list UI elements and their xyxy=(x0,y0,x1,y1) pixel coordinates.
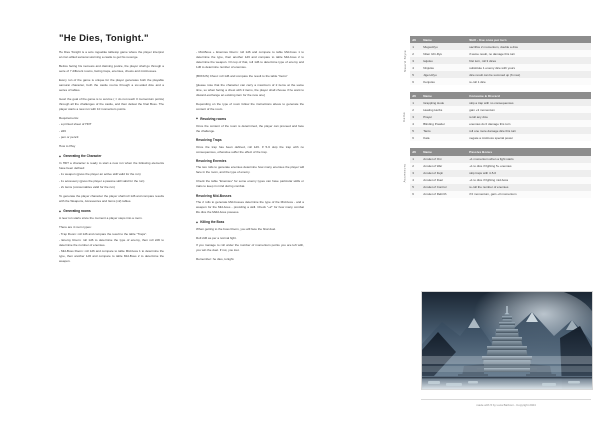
cell-name: Amulet of Control xyxy=(421,184,467,191)
column-header-dice: d6 xyxy=(410,148,421,155)
table-row xyxy=(410,57,591,64)
cell-name: Kata xyxy=(421,134,467,141)
column-header-name: Name xyxy=(421,36,467,43)
room-type-item: - Trap Room: roll 1d6 and compare the result to the table "Traps". xyxy=(59,231,148,236)
footer-prefix: made with xyxy=(476,403,491,407)
heading-generating-character: ◆ Generating the Character xyxy=(59,154,164,159)
cell-name: Amulet of Duel xyxy=(421,177,467,184)
gen-rooms-types-label: There are 4 room types: xyxy=(59,225,92,230)
cell-dice: 2 xyxy=(410,106,421,113)
cell-desc: substitute 1 enemy dice with yours xyxy=(467,64,591,71)
footer-suffix: by Luca Barboni - Copyright 2024 xyxy=(491,403,536,407)
vertical-label-accessory xyxy=(399,148,410,197)
table-header-row xyxy=(410,36,591,43)
gen-char-list-item: - 2x items (consumables valid for the run) xyxy=(59,184,115,189)
vertical-label-text: Items xyxy=(402,111,407,122)
table-row xyxy=(410,113,591,120)
cell-name: Grappling Hook xyxy=(421,99,467,106)
cell-desc: re-roll the number of enemies xyxy=(467,184,591,191)
cell-name: Iaijutsu xyxy=(421,57,467,64)
column-header-skill: Skill - Use once per turn xyxy=(467,36,591,43)
cell-desc: if same result, no damage this turn xyxy=(467,50,591,57)
vertical-label-items xyxy=(399,92,410,141)
resolving-enemies-text-2: Check the table "Enemies" for some enemy types can have particular skills or traits to keep in mind during combat. xyxy=(196,179,304,189)
item-carry-note: [please note that the character can carry a maximum of 2 items at the same time, so when facing a chest with 2 items, the player shall choose if he want to discard-exchange an existing item for the new one] xyxy=(196,82,304,97)
table-row xyxy=(410,99,591,106)
cell-dice: 2 xyxy=(410,163,421,170)
gen-char-outro: To generate the player character the player shall roll 1d6 and compare results with the Weapons, Accessories and Items (x2) tables. xyxy=(59,194,164,204)
bonus-chest-paragraph: (BONUS) Chest: roll 1d6 and compare the result to the table "Items" xyxy=(196,73,288,78)
cell-desc: +1 to dice if fighting 5+ enemies xyxy=(467,163,591,170)
cell-name: Mugai-Ryu xyxy=(421,43,467,50)
tables-panel xyxy=(399,36,591,205)
cell-dice: 4 xyxy=(410,177,421,184)
goal-paragraph: Goal: the goal of the game is to survive ( = do not reach 0 momentum points) through all the challenges of the castle, and then defeat the final Boss. The player starts a new run with 10 momentum points. xyxy=(59,97,164,111)
cell-name: Ninjutsu xyxy=(421,64,467,71)
page-title: "He Dies, Tonight." xyxy=(59,33,149,44)
cell-desc: roll one more damage dice this turn xyxy=(467,127,591,134)
left-text-column xyxy=(59,50,164,268)
room-type-item-continued: - Mid-Boss + Enemies Room: roll 1d6 and compare to table Mid-boss 1 to determine the type, then another 1d6 and compare to table Mid-boss 2 to determine the weapon. On top of that, roll 1d6 to determine type of enemy and 1d6 to determine number of enemies. xyxy=(196,50,304,69)
table-row xyxy=(410,156,591,163)
table-row xyxy=(410,163,591,170)
cell-desc: if 0 momentum, gain +3 momentum xyxy=(467,191,591,198)
cell-desc: reroll any dice xyxy=(467,113,591,120)
footer-divider xyxy=(421,399,591,400)
intro-paragraph-3: Every run of the game is unique for the player generates both the playable samurai character, both the castle rooms through a six-sided dice and a series of tables. xyxy=(59,78,164,92)
cell-dice: 6 xyxy=(410,78,421,85)
gen-char-intro: In HDT a character is ready to start a new run when the following elements have been defined: xyxy=(59,161,164,171)
cell-name: Amulet of War xyxy=(421,163,467,170)
sword-style-table xyxy=(410,36,591,85)
cell-desc: re-roll 1 dice xyxy=(467,78,591,85)
killing-text-3: If you manage to roll under the number of momentum points you are left with, you win the duel. If not, you lost. xyxy=(196,242,304,252)
cell-desc: dice result can be summed up (6 max) xyxy=(467,71,591,78)
killing-text-2: Roll 2d6 as per a normal fight. xyxy=(196,236,237,241)
cell-desc: skip a trap with no consequences xyxy=(467,99,591,106)
cell-name: Amulet of Fujin xyxy=(421,170,467,177)
cell-dice: 5 xyxy=(410,127,421,134)
heading-resolving-midbosses: Resolving Mid-Bosses xyxy=(196,193,232,198)
cell-desc: sacrifice 2 momentum, double a dice xyxy=(467,43,591,50)
table-row xyxy=(410,64,591,71)
heading-resolving-traps: Resolving Traps xyxy=(196,138,222,142)
cell-dice: 3 xyxy=(410,57,421,64)
cell-dice: 1 xyxy=(410,99,421,106)
cell-name: Tanto xyxy=(421,127,467,134)
accessory-table xyxy=(410,148,591,197)
cell-desc: +1 momentum when a fight starts xyxy=(467,156,591,163)
requirements-label: Requirements: xyxy=(59,115,79,120)
resolving-enemies-text-1: The two rolls to generate enemies determine how many enemies the player will face in the room, and the type of enemy. xyxy=(196,165,304,175)
gen-char-list-item: - 1x accessory (gives the player a passive skill valid for the run) xyxy=(59,178,145,183)
cell-name: Healing Herbs xyxy=(421,106,467,113)
heading-generating-rooms: ◆ Generating rooms xyxy=(59,209,164,214)
resolving-rooms-text: Once the content of the room is determined, the player can proceed and face the challenge. xyxy=(196,123,304,133)
cell-desc: gain +3 momentum xyxy=(467,106,591,113)
killing-text-4: Remember: he dies, tonight. xyxy=(196,256,235,261)
cell-dice: 5 xyxy=(410,71,421,78)
cell-dice: 3 xyxy=(410,170,421,177)
cell-dice: 3 xyxy=(410,113,421,120)
gen-rooms-intro: A new run starts since the moment a player steps into a room. xyxy=(59,216,143,221)
killing-text-1: When getting to the boss Room, you will face the final duel. xyxy=(196,227,276,232)
cell-name: Blinding Powder xyxy=(421,120,467,127)
heading-resolving-rooms: ◆ Resolving rooms xyxy=(196,117,304,122)
cell-name: Jigen-Ryu xyxy=(421,71,467,78)
cell-desc: first turn, roll 3 dices xyxy=(467,57,591,64)
resolving-traps-text: Once the trap has been defined, roll 1d6. If 5-6 skip the trap with no consequences, otherwise suffer the effect of the trap. xyxy=(196,144,304,154)
room-type-item: - Enemy Room: roll 1d6 to determine the type of enemy, then roll 2d6 to determine the number of enemies. xyxy=(59,237,164,247)
column-header-name: Name xyxy=(421,148,467,155)
cell-name: Amulet of Oni xyxy=(421,156,467,163)
table-row xyxy=(410,170,591,177)
gen-char-list-item: - 1x weapon (gives the player an active skill valid for the run) xyxy=(59,172,141,177)
table-row xyxy=(410,50,591,57)
cell-name: Kenjutsu xyxy=(421,78,467,85)
how-to-play-label: How to Play xyxy=(59,144,76,149)
cell-name: Prayer xyxy=(421,113,467,120)
cell-desc: negate a mid-boss special power xyxy=(467,134,591,141)
cell-name: Niten Ichi-Ryu xyxy=(421,50,467,57)
column-header-dice: d6 xyxy=(410,92,421,99)
column-header-dice: d6 xyxy=(410,36,421,43)
cell-dice: 6 xyxy=(410,134,421,141)
cell-dice: 1 xyxy=(410,156,421,163)
items-table xyxy=(410,92,591,141)
vertical-label-text: Accessory xyxy=(402,163,407,183)
intro-paragraph-1: He Dies Tonight is a solo roguelike tabletop game where the player interpret an iron willed samurai storming a castle to get his revenge. xyxy=(59,50,164,59)
cell-dice: 4 xyxy=(410,120,421,127)
requirement-item: - a printed sheet of HDT xyxy=(59,122,92,127)
table-row xyxy=(410,106,591,113)
table-row xyxy=(410,127,591,134)
middle-text-column xyxy=(196,50,304,266)
cell-dice: 5 xyxy=(410,184,421,191)
vertical-label-sword-style xyxy=(399,36,410,85)
table-header-row xyxy=(410,92,591,99)
table-row xyxy=(410,134,591,141)
cell-dice: 4 xyxy=(410,64,421,71)
cell-desc: +1 to dice if fighting mid-boss xyxy=(467,177,591,184)
table-row xyxy=(410,191,591,198)
heading-resolving-enemies: Resolving Enemies xyxy=(196,158,227,163)
table-block-sword-style xyxy=(399,36,591,85)
table-row xyxy=(410,78,591,85)
table-header-row xyxy=(410,148,591,155)
table-row xyxy=(410,120,591,127)
column-header-name: Name xyxy=(421,92,467,99)
depending-paragraph: Depending on the type of room follow the instructions above to generate the content of the room. xyxy=(196,101,304,111)
table-row xyxy=(410,43,591,50)
table-block-accessory xyxy=(399,148,591,197)
room-type-item: - Mid-Boss Room: roll 1d6 and compare to table Mid-boss 1 to determine the type, then another 1d6 and compare to table Mid-Boss 2 to determine the weapon. xyxy=(59,249,164,263)
castle-artwork-image xyxy=(421,291,593,390)
cell-dice: 6 xyxy=(410,191,421,198)
cell-dice: 1 xyxy=(410,43,421,50)
footer-credit xyxy=(421,403,591,407)
requirement-item: - pen or pencil xyxy=(59,134,79,139)
column-header-bonus: Passive Bonus xyxy=(467,148,591,155)
cell-name: Amulet of Rebirth xyxy=(421,191,467,198)
cell-desc: skip traps with 4-5-6 xyxy=(467,170,591,177)
requirement-item: - 2d6 xyxy=(59,128,66,133)
table-row xyxy=(410,71,591,78)
resolving-midbosses-text: The 2 rolls to generate Mid-bosses determine the type of the Mid-boss - and a weapon for the Mid-boss - providing a skill. Check "+2" for how many combat life dice the Midd-boss possess. xyxy=(196,200,304,215)
cell-dice: 2 xyxy=(410,50,421,57)
table-row xyxy=(410,177,591,184)
heart-icon: ♥ xyxy=(490,403,492,407)
intro-paragraph-2: Before facing his nemesis and claiming justice, the player shall go through a serie of 7 different rooms, facing traps, enemies, chests and mid-bosses. xyxy=(59,64,164,73)
column-header-effect: Consume & Discard xyxy=(467,92,591,99)
cell-desc: enemies do 0 damage this turn xyxy=(467,120,591,127)
heading-killing-the-boss: ◆ Killing the Boss xyxy=(196,220,304,225)
table-row xyxy=(410,184,591,191)
vertical-label-text: Sword Style xyxy=(402,49,407,72)
table-block-items xyxy=(399,92,591,141)
